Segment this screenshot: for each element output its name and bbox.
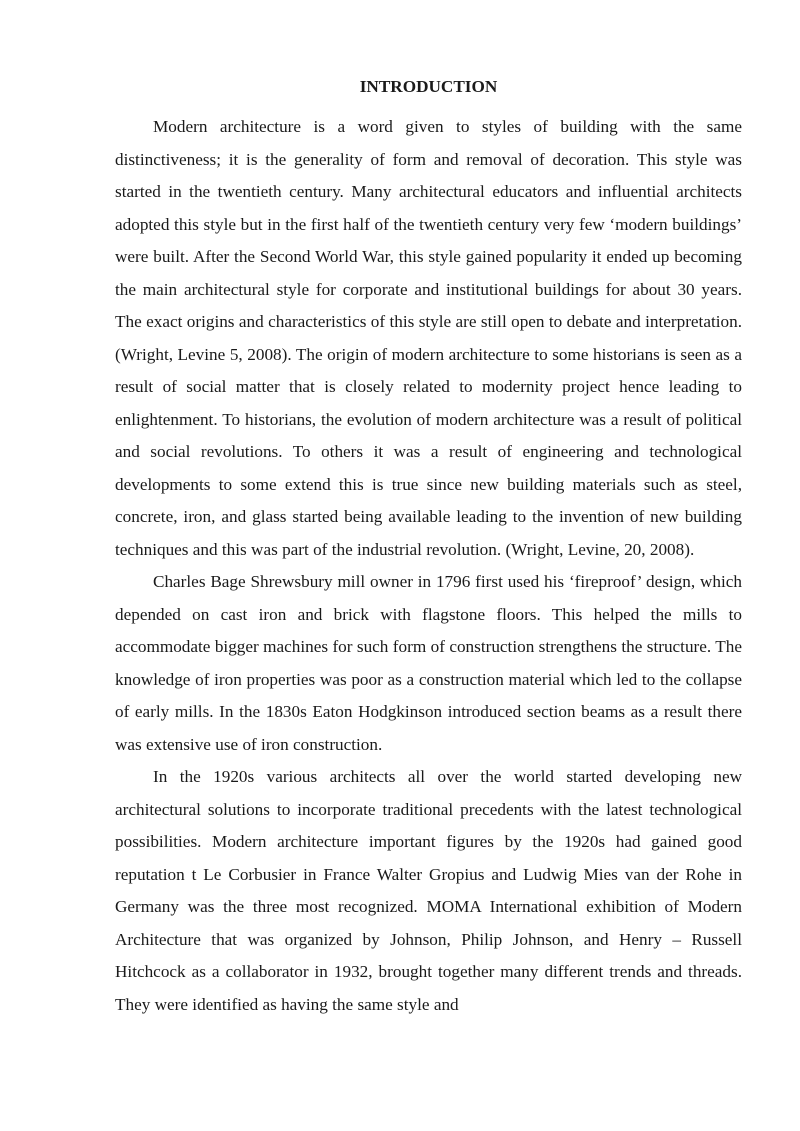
paragraph-charles-bage: Charles Bage Shrewsbury mill owner in 1796 first used his ‘fireproof’ design, which depended on cast iron and brick with flagstone floors. This helped the mills to accommodate bigger machines for such form of construction strengthens the structure. The knowledge of iron properties was poor as a construction material which led to the collapse of early mills. In the 1830s Eaton Hodgkinson introduced section beams as a result there was extensive use of iron construction.: [115, 572, 742, 754]
section-heading: INTRODUCTION: [359, 77, 498, 96]
paragraph-modern-architecture: Modern architecture is a word given to styles of building with the same distinctiveness; it is the generality of form and removal of decoration. This style was started in the twentieth century. Many architectural educators and influential architects adopted this style but in the first half of the twentieth century very few ‘modern buildings’ were built. After the Second World War, this style gained popularity it ended up becoming the main architectural style for corporate and institutional buildings for about 30 years. The exact origins and characteristics of this style are still open to debate and interpretation. (Wright, Levine 5, 2008). The origin of modern architecture to some historians is seen as a result of social matter that is closely related to modernity project hence leading to enlightenment. To historians, the evolution of modern architecture was a result of political and social revolutions. To others it was a result of engineering and technological developments to some extend this is true since new building materials such as steel, concrete, iron, and glass started being available leading to the invention of new building techniques and this was part of the industrial revolution. (Wright, Levine, 20, 2008).: [115, 117, 742, 559]
document-body: [115, 71, 742, 1021]
paragraph-1920s-architects: In the 1920s various architects all over the world started developing new architectural solutions to incorporate traditional precedents with the latest technological possibilities. Modern architecture important figures by the 1920s had gained good reputation t Le Corbusier in France Walter Gropius and Ludwig Mies van der Rohe in Germany was the three most recognized. MOMA International exhibition of Modern Architecture that was organized by Johnson, Philip Johnson, and Henry – Russell Hitchcock as a collaborator in 1932, brought together many different trends and threads. They were identified as having the same style and: [115, 767, 742, 1014]
